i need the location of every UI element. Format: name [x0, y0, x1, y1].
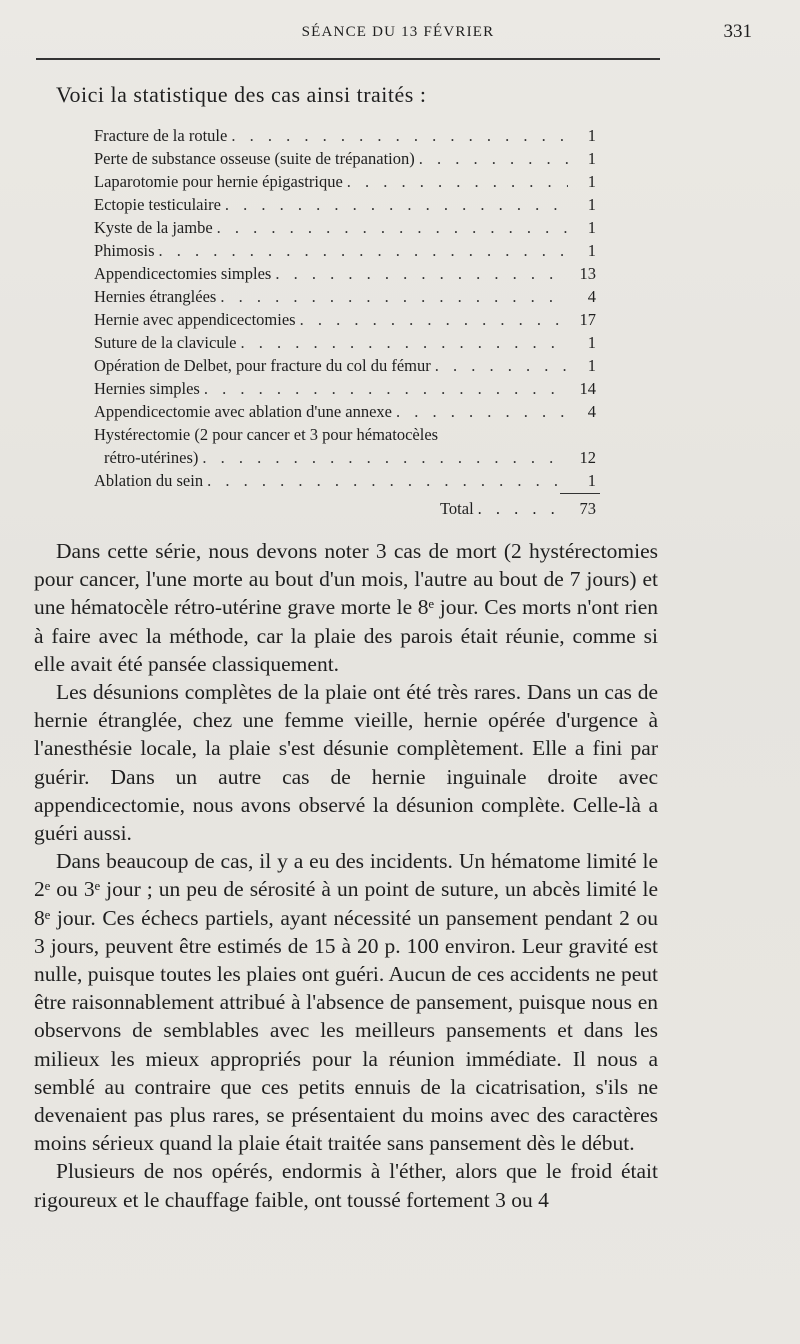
- row-count: 1: [587, 471, 596, 490]
- row-label: Hernies étranglées: [94, 287, 217, 306]
- row-label: Suture de la clavicule: [94, 333, 237, 352]
- row-label: Hernies simples: [94, 379, 200, 398]
- paragraph: Dans cette série, nous devons noter 3 cas de mort (2 hystérectomies pour cancer, l'une morte au bout d'un mois, l'autre au bout de 7 jours) et une hématocèle rétro-utérine grave morte le 8ᵉ jour. Ces morts n'ont rien à faire avec la méthode, car la plaie des parois était réunie, comme si elle avait été pansée classiquement.: [34, 539, 658, 676]
- leader-dots: [415, 147, 568, 170]
- row-label: Appendicectomie avec ablation d'une annexe: [94, 402, 393, 421]
- table-row: [94, 331, 596, 354]
- leader-dots: [203, 469, 568, 492]
- row-count: 1: [587, 172, 596, 191]
- table-row: [94, 216, 596, 239]
- running-head: SÉANCE DU 13 FÉVRIER: [301, 24, 495, 40]
- page-header: [36, 18, 760, 48]
- paragraph: Les désunions complètes de la plaie ont été très rares. Dans un cas de hernie étranglée, chez une femme vieille, hernie opérée d'urgence à l'anesthésie locale, la plaie s'est désunie complètement. Elle a fini par guérir. Dans un autre cas de hernie inguinale droite avec appendicectomie, nous avons observé la désunion complète. Celle-là a guéri aussi.: [34, 680, 658, 846]
- intro-sentence: Voici la statistique des cas ainsi traités :: [56, 82, 427, 107]
- row-label: Hystérectomie (2 pour cancer et 3 pour hématocèles: [94, 425, 439, 444]
- leader-dots: [296, 308, 568, 331]
- table-row: [94, 124, 596, 147]
- table-row: [94, 262, 596, 285]
- total-label: Total: [440, 499, 474, 518]
- leader-dots: [216, 285, 568, 308]
- table-row: [94, 170, 596, 193]
- leader-dots: [236, 331, 568, 354]
- table-row: [94, 239, 596, 262]
- table-row: [94, 377, 596, 400]
- table-row: [94, 308, 596, 331]
- total-value: 73: [579, 499, 596, 518]
- leader-dots: [227, 124, 568, 147]
- table-row: [94, 285, 596, 308]
- row-label: Fracture de la rotule: [94, 126, 228, 145]
- row-count: 12: [579, 448, 596, 467]
- row-count: 1: [587, 218, 596, 237]
- leader-dots: [221, 193, 568, 216]
- leader-dots: [392, 400, 568, 423]
- table-row: [94, 354, 596, 377]
- row-count: 13: [579, 264, 596, 283]
- row-count: 17: [579, 310, 596, 329]
- row-label: Phimosis: [94, 241, 155, 260]
- table-row: [94, 423, 596, 446]
- row-label: Kyste de la jambe: [94, 218, 213, 237]
- row-count: 14: [579, 379, 596, 398]
- table-row: [94, 469, 596, 492]
- table-row: [94, 446, 596, 469]
- leader-dots: [213, 216, 568, 239]
- leader-dots: [200, 377, 568, 400]
- row-label: Ablation du sein: [94, 471, 204, 490]
- table-row: [94, 147, 596, 170]
- row-count: 1: [587, 241, 596, 260]
- total-row: [440, 497, 596, 521]
- leader-dots: [474, 497, 568, 521]
- row-count: 4: [587, 287, 596, 306]
- leader-dots: [198, 446, 568, 469]
- row-label: Perte de substance osseuse (suite de trépanation): [94, 149, 415, 168]
- row-label: Appendicectomies simples: [94, 264, 272, 283]
- paragraph: Dans beaucoup de cas, il y a eu des incidents. Un hématome limité le 2ᵉ ou 3ᵉ jour ; un peu de sérosité à un point de suture, un abcès limité le 8ᵉ jour. Ces échecs partiels, ayant nécessité un pansement pendant 2 ou 3 jours, peuvent être estimés de 15 à 20 p. 100 environ. Leur gravité est nulle, puisque toutes les plaies ont guéri. Aucun de ces accidents ne peut être raisonnablement attribué à l'absence de pansement, puisque nous en observons de semblables avec les meilleurs pansements et dans les milieux les mieux appropriés pour la réunion immédiate. Il nous a semblé au contraire que ces petits ennuis de la cicatrisation, s'ils ne devenaient pas plus rares, se présentaient du moins avec des caractères moins sérieux quand la plaie était traitée sans pansement dès le début.: [34, 849, 658, 1156]
- table-row: [94, 400, 596, 423]
- leader-dots: [343, 170, 568, 193]
- row-label: Opération de Delbet, pour fracture du col du fémur: [94, 356, 431, 375]
- row-label: Laparotomie pour hernie épigastrique: [94, 172, 343, 191]
- row-count: 4: [587, 402, 596, 421]
- row-label: Ectopie testiculaire: [94, 195, 221, 214]
- row-count: 1: [587, 126, 596, 145]
- row-label: Hernie avec appendicectomies: [94, 310, 296, 329]
- table-row: [94, 193, 596, 216]
- paragraph: Plusieurs de nos opérés, endormis à l'éther, alors que le froid était rigoureux et le chauffage faible, ont toussé fortement 3 ou 4: [34, 1159, 658, 1212]
- leader-dots: [431, 354, 568, 377]
- row-count: 1: [587, 356, 596, 375]
- body-text: [34, 537, 658, 1214]
- row-count: 1: [587, 149, 596, 168]
- row-label: rétro-utérines): [104, 448, 199, 467]
- header-rule: [36, 58, 660, 60]
- leader-dots: [155, 239, 568, 262]
- total-rule: [560, 493, 600, 494]
- row-count: 1: [587, 333, 596, 352]
- statistics-table: [94, 124, 596, 492]
- page-number: 331: [723, 21, 752, 42]
- leader-dots: [271, 262, 568, 285]
- row-count: 1: [587, 195, 596, 214]
